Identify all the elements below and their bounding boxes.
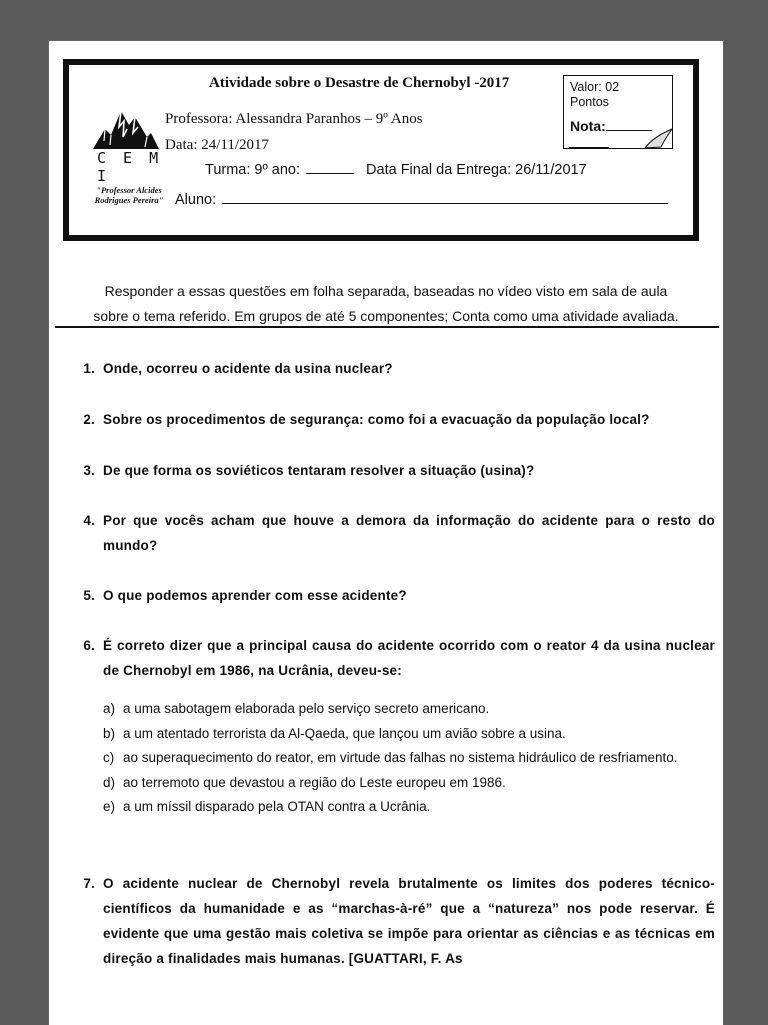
document-page bbox=[48, 40, 724, 1025]
school-logo bbox=[83, 107, 175, 205]
option-e: e) a um míssil disparado pela OTAN contra a Ucrânia. bbox=[103, 799, 431, 814]
class-blank[interactable] bbox=[306, 161, 354, 174]
student-name-blank[interactable] bbox=[222, 191, 668, 204]
class-line bbox=[205, 161, 587, 178]
student-label: Aluno: bbox=[175, 192, 217, 208]
mountain-logo-icon bbox=[91, 107, 161, 151]
instructions-line-2: sobre o tema referido. Em grupos de até 5 componentes; Conta como uma atividade avaliada. bbox=[93, 308, 679, 324]
grade-extra-line bbox=[569, 147, 609, 148]
question-6: 6. É correto dizer que a principal causa do acidente ocorrido com o reator 4 da usina nuclear de Chernobyl em 1986, na Ucrânia, deveu-se: bbox=[83, 638, 715, 678]
instructions bbox=[53, 279, 719, 329]
activity-title: Atividade sobre o Desastre de Chernobyl -2017 bbox=[209, 75, 510, 91]
question-3: 3. De que forma os soviéticos tentaram resolver a situação (usina)? bbox=[83, 463, 535, 478]
logo-acronym: C E M I bbox=[97, 149, 163, 185]
question-7: 7. O acidente nuclear de Chernobyl revela brutalmente os limites dos poderes técnico-científicos da humanidade e as “marchas-à-ré” que a “natureza” nos pode reservar. É evidente que uma gestão mais coletiva se impõe para orientar as ciências e as técnicas em direção a finalidades mais humanas. [GUATTARI, F. As bbox=[83, 876, 715, 966]
grade-field[interactable]: Nota: bbox=[570, 118, 652, 134]
date-line: Data: 24/11/2017 bbox=[165, 137, 270, 153]
option-b: b) a um atentado terrorista da Al-Qaeda, que lançou um avião sobre a usina. bbox=[103, 725, 566, 741]
points-value: Valor: 02 Pontos bbox=[570, 80, 620, 109]
header-box bbox=[63, 59, 699, 241]
question-6-options bbox=[75, 697, 715, 820]
option-a: a) a uma sabotagem elaborada pelo serviço secreto americano. bbox=[103, 701, 490, 716]
divider bbox=[55, 326, 719, 328]
grade-note bbox=[563, 75, 673, 149]
class-label: Turma: 9º ano: bbox=[205, 162, 301, 178]
option-d: d) ao terremoto que devastou a região do Leste europeu em 1986. bbox=[103, 774, 506, 790]
option-c: c) ao superaquecimento do reator, em virtude das falhas no sistema hidráulico de resfriamento. bbox=[103, 750, 678, 765]
instructions-line-1: Responder a essas questões em folha separada, baseadas no vídeo visto em sala de aula bbox=[104, 283, 668, 299]
page-curl-icon bbox=[643, 127, 673, 149]
question-4: 4. Por que vocês acham que houve a demora da informação do acidente para o resto do mundo? bbox=[83, 513, 715, 553]
question-5: 5. O que podemos aprender com esse acidente? bbox=[83, 588, 407, 603]
question-2: 2. Sobre os procedimentos de segurança: como foi a evacuação da população local? bbox=[83, 412, 650, 427]
teacher-line: Professora: Alessandra Paranhos – 9º Anos bbox=[165, 111, 423, 127]
question-1: 1. Onde, ocorreu o acidente da usina nuclear? bbox=[83, 361, 393, 376]
due-date-label: Data Final da Entrega: 26/11/2017 bbox=[366, 162, 587, 178]
student-line bbox=[175, 191, 668, 208]
logo-school-name: "Professor Alcides Rodrigues Pereira" bbox=[94, 185, 164, 205]
